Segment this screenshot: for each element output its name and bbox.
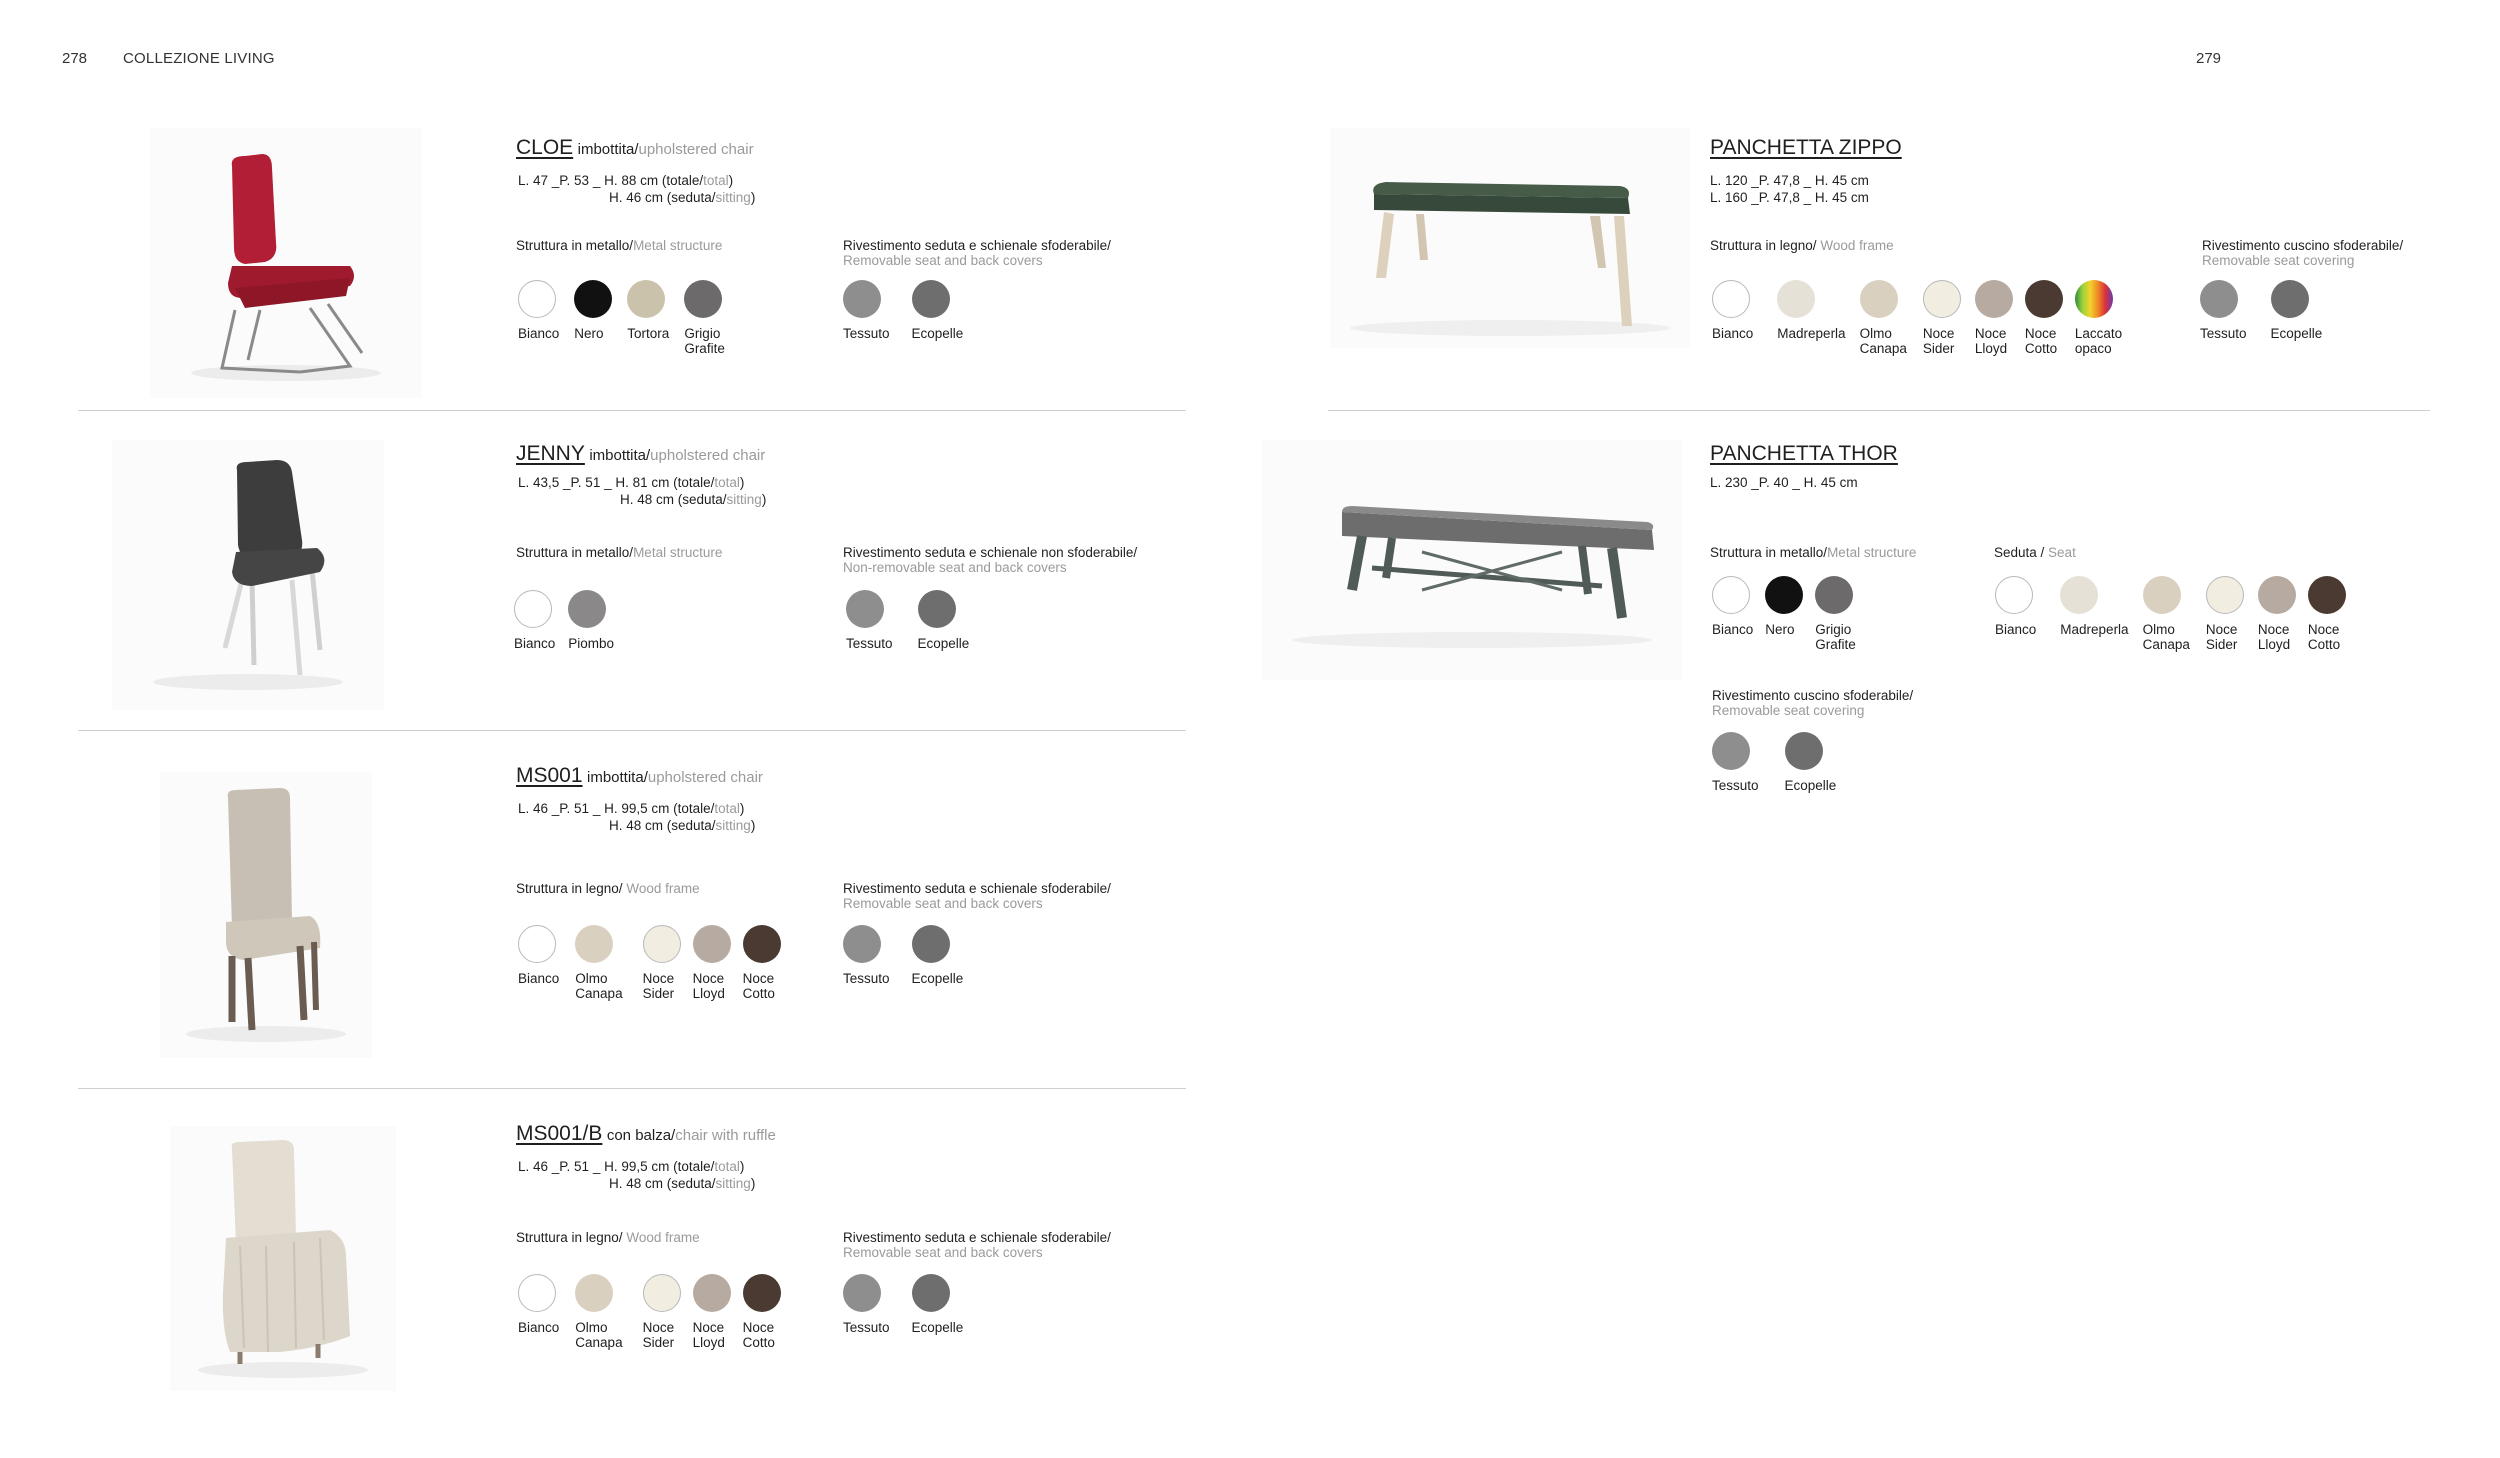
swatch-label: Ecopelle [911, 1320, 964, 1335]
color-dot [1860, 280, 1898, 318]
finish-swatch [912, 1274, 964, 1335]
frame-swatches [518, 925, 781, 1001]
swatch-label: Nero [1765, 622, 1795, 637]
covering-title: Rivestimento seduta e schienale sfoderabile/ Removable seat and back covers [843, 238, 1111, 268]
structure-title: Struttura in legno/ Wood frame [516, 881, 700, 896]
swatch-label: Noce Cotto [2024, 326, 2058, 356]
swatch-label: Noce Cotto [2307, 622, 2341, 652]
left-page-number: 278 [62, 50, 88, 67]
swatch-label: Olmo Canapa [575, 971, 623, 1001]
color-dot [2143, 576, 2181, 614]
finish-swatch [2308, 576, 2346, 652]
product-name: CLOE [516, 136, 574, 159]
swatch-label: Grigio Grafite [684, 326, 725, 356]
finish-swatch [918, 590, 970, 651]
finish-swatch [1777, 280, 1845, 356]
product-dimensions: L. 47 _P. 53 _ H. 88 cm (totale/total) H. 46 cm (seduta/sitting) [518, 173, 756, 205]
color-dot [568, 590, 606, 628]
color-dot [627, 280, 665, 318]
swatch-label: Tessuto [2200, 326, 2247, 341]
swatch-label: Bianco [1995, 622, 2037, 637]
product-type: con balza/chair with ruffle [606, 1127, 776, 1144]
structure-title: Struttura in metallo/Metal structure [1710, 545, 1917, 560]
finish-swatch [2258, 576, 2296, 652]
swatch-label: Madreperla [1777, 326, 1846, 341]
swatch-label: Noce Lloyd [692, 971, 725, 1001]
finish-swatch [843, 1274, 890, 1335]
color-dot [1712, 280, 1750, 318]
finish-swatch [2206, 576, 2244, 652]
swatch-label: Bianco [518, 326, 560, 341]
swatch-label: Bianco [1712, 622, 1754, 637]
product-dimensions: L. 43,5 _P. 51 _ H. 81 cm (totale/total) H. 48 cm (seduta/sitting) [518, 475, 767, 507]
color-dot [693, 1274, 731, 1312]
finish-swatch [575, 925, 622, 1001]
divider [1328, 410, 2430, 411]
color-dot [912, 925, 950, 963]
color-dot [1712, 732, 1750, 770]
zippo-bench-photo [1330, 128, 1690, 348]
frame-swatches [518, 280, 725, 356]
structure-title: Struttura in legno/ Wood frame [516, 1230, 700, 1245]
finish-swatch [693, 925, 731, 1001]
finish-swatch [627, 280, 669, 356]
finish-swatch [1975, 280, 2013, 356]
ms001-chair-photo [160, 772, 372, 1058]
color-dot [643, 925, 681, 963]
finish-swatch [743, 925, 781, 1001]
finish-swatch [846, 590, 893, 651]
cover-swatches [843, 1274, 963, 1335]
cover-swatches [843, 925, 963, 986]
swatch-label: Noce Cotto [742, 1320, 775, 1350]
frame-swatches [1712, 280, 2122, 356]
cover-swatches [1712, 732, 1836, 793]
color-dot [1712, 576, 1750, 614]
color-dot [2075, 280, 2113, 318]
swatch-label: Bianco [514, 636, 556, 651]
product-dimensions: L. 46 _P. 51 _ H. 99,5 cm (totale/total) H. 48 cm (seduta/sitting) [518, 1159, 756, 1191]
color-dot [1975, 280, 2013, 318]
color-dot [693, 925, 731, 963]
swatch-label: Bianco [518, 1320, 560, 1335]
swatch-label: Piombo [568, 636, 615, 651]
product-name: MS001/B [516, 1122, 603, 1145]
swatch-label: Noce Lloyd [1974, 326, 2008, 356]
swatch-label: Noce Lloyd [692, 1320, 725, 1350]
swatch-label: Tessuto [843, 971, 890, 986]
seat-swatches [1995, 576, 2346, 652]
finish-swatch [1785, 732, 1837, 793]
color-dot [574, 280, 612, 318]
color-dot [2258, 576, 2296, 614]
finish-swatch [684, 280, 725, 356]
finish-swatch [1923, 280, 1961, 356]
product-name: PANCHETTA THOR [1710, 442, 1898, 465]
product-dimensions: L. 230 _P. 40 _ H. 45 cm [1710, 475, 1858, 490]
product-name: PANCHETTA ZIPPO [1710, 136, 1902, 159]
product-name: JENNY [516, 442, 585, 465]
ms001b-chair-photo [170, 1126, 396, 1391]
color-dot [918, 590, 956, 628]
finish-swatch [1712, 576, 1753, 652]
finish-swatch [2025, 280, 2063, 356]
color-dot [1777, 280, 1815, 318]
color-dot [1765, 576, 1803, 614]
finish-swatch [643, 925, 681, 1001]
product-dimensions: L. 46 _P. 51 _ H. 99,5 cm (totale/total) H. 48 cm (seduta/sitting) [518, 801, 756, 833]
swatch-label: Noce Sider [2205, 622, 2238, 652]
structure-title: Struttura in metallo/Metal structure [516, 545, 723, 560]
collection-title: COLLEZIONE LIVING [123, 50, 275, 67]
color-dot [2060, 576, 2098, 614]
divider [78, 410, 1186, 411]
color-dot [843, 1274, 881, 1312]
color-dot [2206, 576, 2244, 614]
finish-swatch [518, 280, 559, 356]
finish-swatch [1815, 576, 1856, 652]
swatch-label: Ecopelle [911, 326, 964, 341]
swatch-label: Nero [574, 326, 604, 341]
swatch-label: Tessuto [1712, 778, 1759, 793]
cover-swatches [2200, 280, 2322, 341]
color-dot [514, 590, 552, 628]
color-dot [518, 925, 556, 963]
finish-swatch [2060, 576, 2128, 652]
color-dot [2271, 280, 2309, 318]
divider [78, 1088, 1186, 1089]
covering-title: Rivestimento seduta e schienale sfoderabile/ Removable seat and back covers [843, 881, 1111, 911]
structure-title: Struttura in metallo/Metal structure [516, 238, 723, 253]
swatch-label: Olmo Canapa [1859, 326, 1907, 356]
swatch-label: Ecopelle [2270, 326, 2323, 341]
right-page-number: 279 [2196, 50, 2222, 67]
finish-swatch [2200, 280, 2247, 341]
finish-swatch [1712, 732, 1759, 793]
color-dot [2025, 280, 2063, 318]
product-type: imbottita/upholstered chair [589, 447, 766, 464]
color-dot [643, 1274, 681, 1312]
swatch-label: Noce Sider [642, 971, 675, 1001]
swatch-label: Tortora [627, 326, 670, 341]
swatch-label: Ecopelle [1784, 778, 1837, 793]
covering-title: Rivestimento cuscino sfoderabile/ Removable seat covering [1712, 688, 1914, 718]
finish-swatch [2271, 280, 2323, 341]
color-dot [1995, 576, 2033, 614]
finish-swatch [743, 1274, 781, 1350]
color-dot [846, 590, 884, 628]
finish-swatch [1765, 576, 1803, 652]
color-dot [518, 1274, 556, 1312]
swatch-label: Tessuto [843, 1320, 890, 1335]
color-dot [2308, 576, 2346, 614]
finish-swatch [518, 925, 559, 1001]
cloe-chair-photo [150, 128, 422, 398]
finish-swatch [2143, 576, 2190, 652]
frame-swatches [514, 590, 614, 651]
structure-title: Struttura in legno/ Wood frame [1710, 238, 1894, 253]
swatch-label: Tessuto [846, 636, 893, 651]
color-dot [743, 1274, 781, 1312]
swatch-label: Noce Sider [1922, 326, 1955, 356]
swatch-label: Olmo Canapa [575, 1320, 623, 1350]
color-dot [518, 280, 556, 318]
jenny-chair-photo [112, 440, 384, 710]
color-dot [575, 1274, 613, 1312]
finish-swatch [575, 1274, 622, 1350]
divider [78, 730, 1186, 731]
finish-swatch [912, 280, 964, 341]
finish-swatch [2075, 280, 2122, 356]
finish-swatch [518, 1274, 559, 1350]
finish-swatch [1860, 280, 1907, 356]
frame-swatches [1712, 576, 1856, 652]
swatch-label: Noce Lloyd [2257, 622, 2291, 652]
swatch-label: Noce Sider [642, 1320, 675, 1350]
color-dot [912, 1274, 950, 1312]
color-dot [843, 925, 881, 963]
product-type: imbottita/upholstered chair [587, 769, 763, 786]
finish-swatch [843, 280, 890, 341]
swatch-label: Olmo Canapa [2142, 622, 2190, 652]
covering-title: Rivestimento seduta e schienale non sfoderabile/ Non-removable seat and back covers [843, 545, 1138, 575]
product-type: imbottita/upholstered chair [577, 141, 754, 158]
finish-swatch [1995, 576, 2036, 652]
swatch-label: Laccato opaco [2074, 326, 2123, 356]
color-dot [843, 280, 881, 318]
color-dot [912, 280, 950, 318]
color-dot [1923, 280, 1961, 318]
finish-swatch [1712, 280, 1753, 356]
finish-swatch [574, 280, 612, 356]
swatch-label: Ecopelle [911, 971, 964, 986]
finish-swatch [693, 1274, 731, 1350]
color-dot [1815, 576, 1853, 614]
thor-bench-photo [1262, 440, 1682, 680]
product-dimensions: L. 120 _P. 47,8 _ H. 45 cm L. 160 _P. 47,8 _ H. 45 cm [1710, 173, 1869, 205]
swatch-label: Ecopelle [917, 636, 970, 651]
color-dot [684, 280, 722, 318]
finish-swatch [568, 590, 614, 651]
finish-swatch [843, 925, 890, 986]
finish-swatch [912, 925, 964, 986]
cover-swatches [843, 280, 963, 341]
swatch-label: Tessuto [843, 326, 890, 341]
swatch-label: Madreperla [2060, 622, 2129, 637]
finish-swatch [514, 590, 555, 651]
covering-title: Rivestimento cuscino sfoderabile/ Removable seat covering [2202, 238, 2404, 268]
swatch-label: Noce Cotto [742, 971, 775, 1001]
color-dot [1785, 732, 1823, 770]
swatch-label: Grigio Grafite [1815, 622, 1856, 652]
swatch-label: Bianco [518, 971, 560, 986]
color-dot [2200, 280, 2238, 318]
finish-swatch [643, 1274, 681, 1350]
color-dot [575, 925, 613, 963]
cover-swatches [846, 590, 969, 651]
covering-title: Rivestimento seduta e schienale sfoderabile/ Removable seat and back covers [843, 1230, 1111, 1260]
swatch-label: Bianco [1712, 326, 1754, 341]
product-name: MS001 [516, 764, 583, 787]
seat-title: Seduta / Seat [1994, 545, 2076, 560]
frame-swatches [518, 1274, 781, 1350]
color-dot [743, 925, 781, 963]
